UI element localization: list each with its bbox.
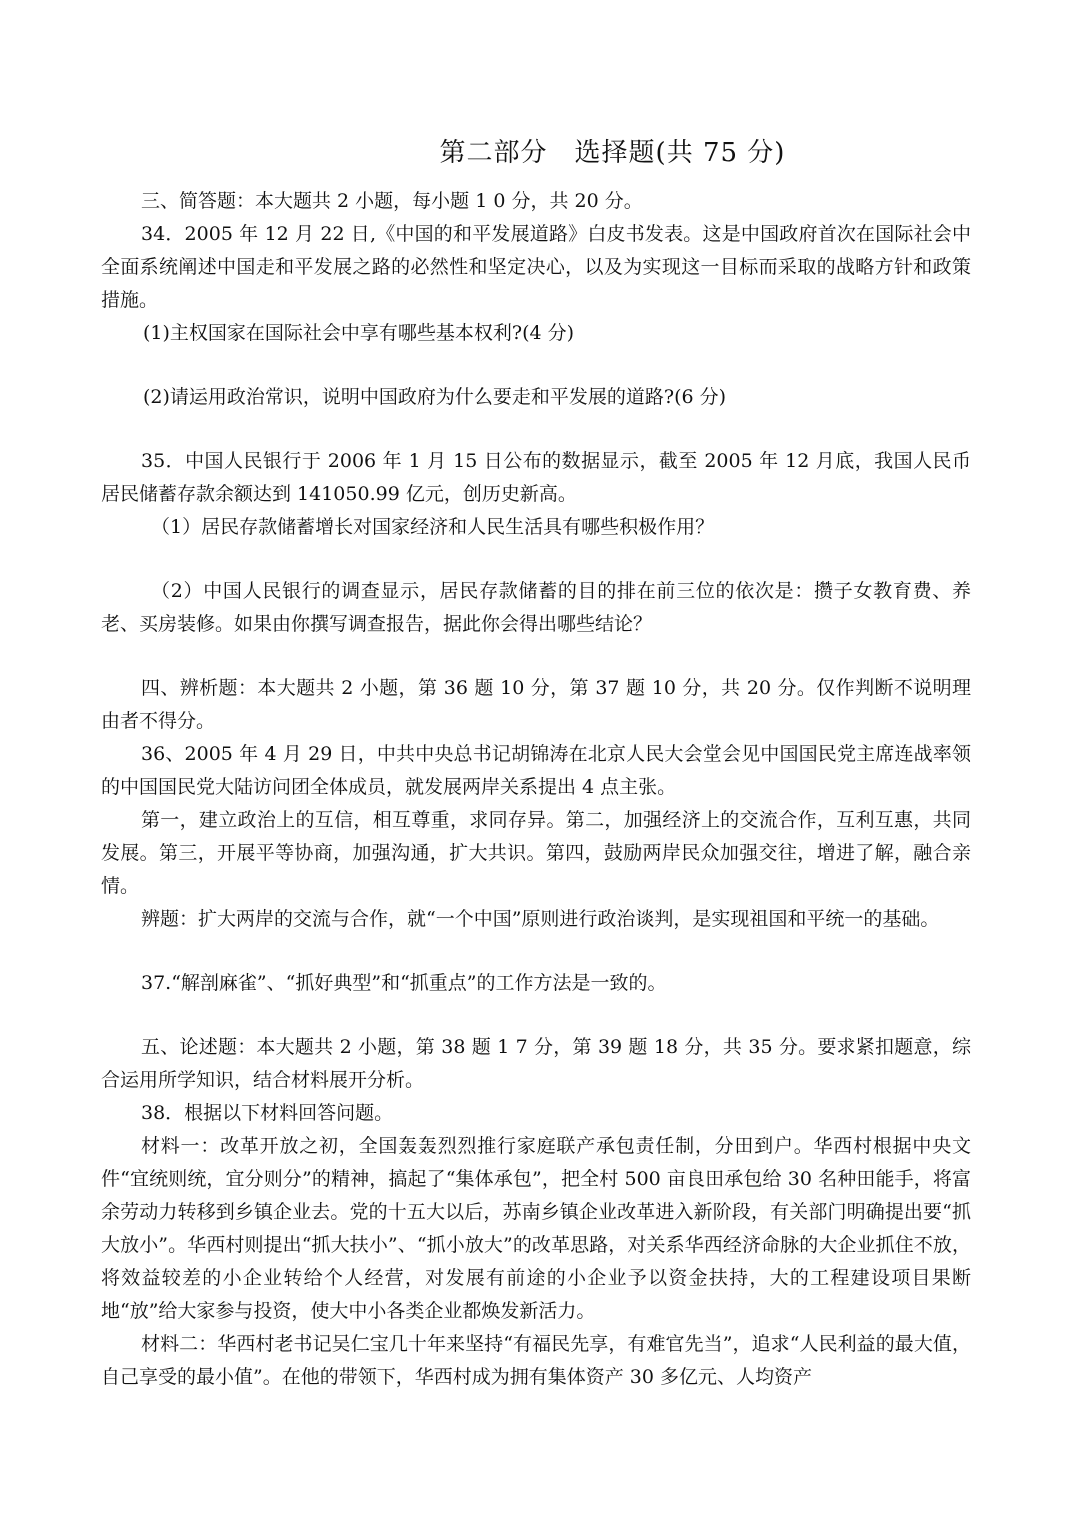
section-three-heading: 三、简答题：本大题共 2 小题，每小题 1 0 分，共 20 分。 (141, 190, 643, 212)
question-35-text: 35．中国人民银行于 2006 年 1 月 15 日公布的数据显示，截至 2005 年 12 月底，我国人民币居民储蓄存款余额达到 141050.99 亿元，创历史新高。 (101, 450, 971, 505)
question-34-part-1: (1)主权国家在国际社会中享有哪些基本权利?(4 分) (143, 322, 575, 344)
question-35-part-2: （2）中国人民银行的调查显示，居民存款储蓄的目的排在前三位的依次是：攒子女教育费、养老、买房装修。如果由你撰写调查报告，据此你会得出哪些结论？ (101, 580, 971, 635)
section-four-heading: 四、辨析题：本大题共 2 小题，第 36 题 10 分，第 37 题 10 分，共 20 分。仅作判断不说明理由者不得分。 (101, 677, 971, 732)
answer-space (101, 350, 971, 381)
material-one: 材料一：改革开放之初，全国轰轰烈烈推行家庭联产承包责任制，分田到户。华西村根据中央文件“宜统则统，宜分则分”的精神，搞起了“集体承包”，把全村 500 亩良田承包给 30 名种田能手，将富余劳动力转移到乡镇企业去。党的十五大以后，苏南乡镇企业改革进入新阶段，有关部门明确提出要“抓大放小”。华西村则提出“抓大扶小”、“抓小放大”的改革思路，对关系华西经济命脉的大企业抓住不放，将效益较差的小企业转给个人经营，对发展有前途的小企业予以资金扶持，大的工程建设项目果断地“放”给大家参与投资，使大中小各类企业都焕发新活力。 (101, 1135, 971, 1322)
question-36-statement: 辨题：扩大两岸的交流与合作，就“一个中国”原则进行政治谈判，是实现祖国和平统一的基础。 (141, 908, 940, 930)
document-body (101, 185, 971, 1394)
answer-space (101, 414, 971, 445)
question-36-material: 第一，建立政治上的互信，相互尊重，求同存异。第二，加强经济上的交流合作，互利互惠，共同发展。第三，开展平等协商，加强沟通，扩大共识。第四，鼓励两岸民众加强交往，增进了解，融合亲情。 (101, 809, 971, 897)
question-34-part-2: (2)请运用政治常识，说明中国政府为什么要走和平发展的道路?(6 分) (143, 386, 727, 408)
answer-space (101, 544, 971, 575)
question-35-part-1: （1）居民存款储蓄增长对国家经济和人民生活具有哪些积极作用？ (151, 516, 715, 538)
answer-space (101, 936, 971, 967)
section-five-heading: 五、论述题：本大题共 2 小题，第 38 题 1 7 分，第 39 题 18 分，共 35 分。要求紧扣题意，综合运用所学知识，结合材料展开分析。 (101, 1036, 971, 1091)
answer-space (101, 1000, 971, 1031)
question-36-text: 36、2005 年 4 月 29 日，中共中央总书记胡锦涛在北京人民大会堂会见中国国民党主席连战率领的中国国民党大陆访问团全体成员，就发展两岸关系提出 4 点主张。 (101, 743, 971, 798)
section-title: 第二部分 选择题(共 75 分) (439, 138, 786, 168)
answer-space (101, 641, 971, 672)
question-37-text: 37.“解剖麻雀”、“抓好典型”和“抓重点”的工作方法是一致的。 (141, 972, 667, 994)
question-34-text: 34．2005 年 12 月 22 日,《中国的和平发展道路》白皮书发表。这是中国政府首次在国际社会中全面系统阐述中国走和平发展之路的必然性和坚定决心，以及为实现这一目标而采取的战略方针和政策措施。 (101, 223, 971, 311)
question-38-text: 38．根据以下材料回答问题。 (141, 1102, 394, 1124)
material-two: 材料二：华西村老书记吴仁宝几十年来坚持“有福民先享，有难官先当”，追求“人民利益的最大值，自己享受的最小值”。在他的带领下，华西村成为拥有集体资产 30 多亿元、人均资产 (101, 1333, 971, 1388)
